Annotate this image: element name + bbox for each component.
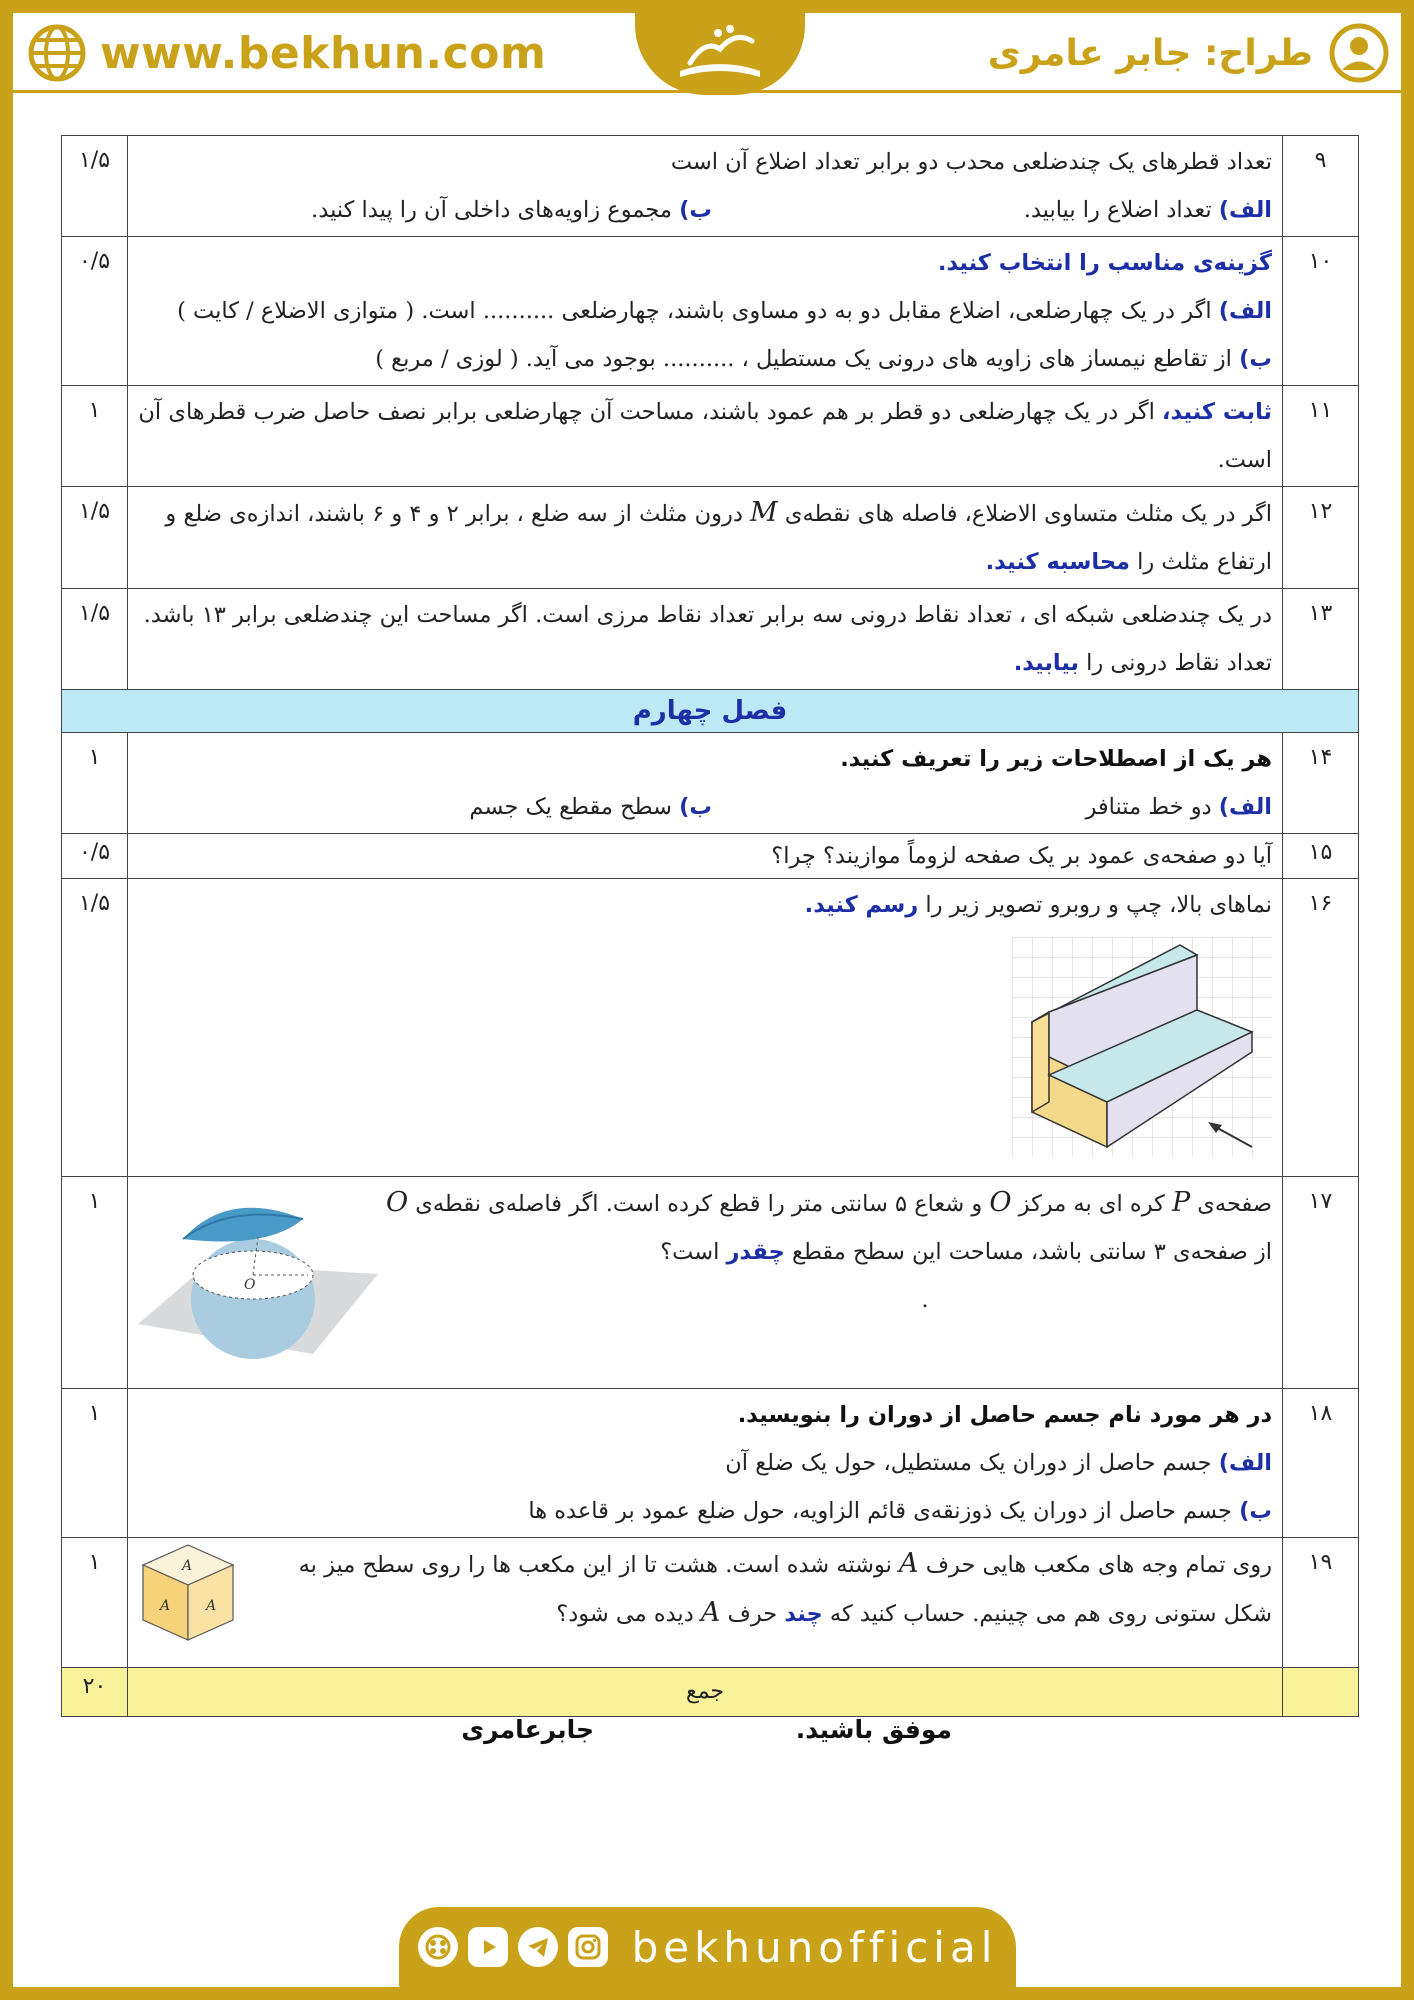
question-score: ۱/۵: [62, 589, 128, 690]
part-a-text: دو خط متنافر: [1085, 794, 1219, 820]
footer-signature: [0, 1715, 1414, 1755]
question-text: آیا دو صفحه‌ی عمود بر یک صفحه لزوماً موازیند؟ چرا؟: [771, 843, 1272, 869]
question-score: ۱/۵: [62, 879, 128, 1177]
globe-icon: [28, 24, 86, 82]
question-number: ۱۲: [1283, 487, 1359, 589]
question-text: تعداد قطرهای یک چندضلعی محدب دو برابر تعداد اضلاع آن است: [670, 149, 1272, 175]
question-row: [62, 879, 1359, 1177]
isometric-l-block-figure: [1012, 937, 1272, 1157]
brand-logo: [635, 13, 805, 95]
question-emphasis: چند: [784, 1601, 823, 1627]
question-number: ۱۳: [1283, 589, 1359, 690]
social-handle[interactable]: bekhunofficial: [631, 1922, 998, 1972]
question-text: کره ای به مرکز: [1011, 1191, 1172, 1217]
part-b-text: جسم حاصل از دوران یک ذوزنقه‌ی قائم الزاویه، حول ضلع عمود بر قاعده ها: [528, 1498, 1240, 1524]
total-score: ۲۰: [62, 1668, 128, 1717]
part-a-label: الف): [1218, 794, 1272, 820]
question-row: [62, 386, 1359, 487]
question-row: [62, 1177, 1359, 1389]
question-title: در هر مورد نام جسم حاصل از دوران را بنویسید.: [737, 1402, 1272, 1428]
question-number: ۱۹: [1283, 1538, 1359, 1668]
question-emphasis: رسم کنید.: [804, 892, 919, 918]
question-number: ۹: [1283, 136, 1359, 237]
designer-credit: [988, 21, 1389, 85]
cube-left-label: A: [160, 1598, 171, 1614]
part-a-text: جسم حاصل از دوران یک مستطیل، حول یک ضلع آن: [725, 1450, 1219, 1476]
social-bar: [399, 1907, 1016, 1987]
question-row: [62, 237, 1359, 386]
question-row: [62, 834, 1359, 879]
question-emphasis: بیابید.: [1013, 650, 1079, 676]
question-text: و شعاع ۵ سانتی متر را قطع کرده است. اگر فاصله‌ی نقطه‌ی: [408, 1191, 990, 1217]
total-row: [62, 1668, 1359, 1717]
question-title: گزینه‌ی مناسب را انتخاب کنید.: [937, 250, 1272, 276]
question-text: نوشته شده است. هشت تا از این مکعب ها را روی سطح میز به شکل ستونی روی هم می چینیم. حساب کنید که: [298, 1552, 1272, 1627]
answer-dot: .: [921, 1287, 929, 1313]
math-variable: O: [989, 1187, 1012, 1218]
part-a-label: الف): [1218, 197, 1272, 223]
question-number: ۱۸: [1283, 1389, 1359, 1538]
user-icon: [1329, 23, 1389, 83]
question-text: است؟: [660, 1239, 727, 1265]
aparat-icon[interactable]: [418, 1927, 458, 1967]
author-name: جابرعامری: [461, 1715, 594, 1744]
question-number: ۱۰: [1283, 237, 1359, 386]
question-text: در یک چندضلعی شبکه ای ، تعداد نقاط درونی سه برابر تعداد نقاط مرزی است. اگر مساحت این چندضلعی برابر ۱۳ باشد. تعداد نقاط درونی را: [143, 602, 1272, 676]
total-label: جمع: [128, 1668, 1283, 1717]
question-score: ۰/۵: [62, 834, 128, 879]
website-link[interactable]: [28, 21, 546, 85]
website-url: www.bekhun.com: [100, 27, 547, 79]
math-variable: M: [750, 497, 778, 528]
question-body: [128, 879, 1283, 1177]
question-text: اگر در یک مثلث متساوی الاضلاع، فاصله های نقطه‌ی: [777, 501, 1272, 527]
figure-center-label: O: [244, 1277, 256, 1293]
question-body: [128, 386, 1283, 487]
part-a-text: اگر در یک چهارضلعی، اضلاع مقابل دو به دو مساوی باشند، چهارضلعی .......... است. ( متوازی الاضلاع / کایت ): [177, 298, 1219, 324]
youtube-icon[interactable]: [468, 1927, 508, 1967]
question-body: [128, 487, 1283, 589]
book-logo-icon: [660, 19, 780, 89]
total-spacer: [1283, 1668, 1359, 1717]
question-score: ۱: [62, 1177, 128, 1389]
question-text: دیده می شود؟: [556, 1601, 701, 1627]
question-emphasis: چقدر: [726, 1239, 785, 1265]
part-b-label: ب): [679, 794, 712, 820]
part-b-text: سطح مقطع یک جسم: [469, 794, 680, 820]
question-text: روی تمام وجه های مکعب هایی حرف: [918, 1552, 1272, 1578]
question-row: [62, 1538, 1359, 1668]
question-title: هر یک از اصطلاحات زیر را تعریف کنید.: [840, 746, 1272, 772]
cube-figure: [138, 1540, 238, 1648]
chapter-row: [62, 690, 1359, 733]
question-score: ۱/۵: [62, 136, 128, 237]
question-body: [128, 1177, 1283, 1389]
designer-name: طراح: جابر عامری: [987, 32, 1313, 74]
question-row: [62, 589, 1359, 690]
question-row: [62, 733, 1359, 834]
question-body: [128, 733, 1283, 834]
part-a-text: تعداد اضلاع را بیابید.: [1023, 197, 1219, 223]
question-body: [128, 1389, 1283, 1538]
question-number: ۱۷: [1283, 1177, 1359, 1389]
question-body: [128, 834, 1283, 879]
question-score: ۱: [62, 386, 128, 487]
part-b-label: ب): [679, 197, 712, 223]
question-score: ۱: [62, 1538, 128, 1668]
header-bar: [13, 13, 1401, 93]
question-text: حرف: [720, 1601, 785, 1627]
question-body: [128, 589, 1283, 690]
question-number: ۱۱: [1283, 386, 1359, 487]
question-text: نماهای بالا، چپ و روبرو تصویر زیر را: [918, 892, 1272, 918]
telegram-icon[interactable]: [518, 1927, 558, 1967]
good-luck-text: موفق باشید.: [795, 1715, 952, 1744]
question-number: ۱۴: [1283, 733, 1359, 834]
question-text: اگر در یک چهارضلعی دو قطر بر هم عمود باشند، مساحت آن چهارضلعی برابر نصف حاصل ضرب قطرهای آن است.: [138, 399, 1272, 473]
question-row: [62, 136, 1359, 237]
question-score: ۱: [62, 733, 128, 834]
math-variable: A: [700, 1597, 721, 1628]
question-score: ۱: [62, 1389, 128, 1538]
part-a-label: الف): [1218, 298, 1272, 324]
math-variable: A: [899, 1548, 919, 1579]
question-emphasis: محاسبه کنید.: [985, 549, 1130, 575]
exam-table: [61, 135, 1359, 1717]
question-score: ۰/۵: [62, 237, 128, 386]
question-row: [62, 487, 1359, 589]
part-b-label: ب): [1239, 1498, 1272, 1524]
math-variable: P: [1171, 1187, 1191, 1218]
math-variable: O: [385, 1187, 409, 1218]
part-b-label: ب): [1239, 346, 1272, 372]
instagram-icon[interactable]: [568, 1927, 608, 1967]
question-lead: ثابت کنید،: [1162, 399, 1272, 425]
question-row: [62, 1389, 1359, 1538]
question-score: ۱/۵: [62, 487, 128, 589]
part-a-label: الف): [1218, 1450, 1272, 1476]
question-number: ۱۵: [1283, 834, 1359, 879]
sphere-plane-figure: [138, 1179, 378, 1369]
question-text: صفحه‌ی: [1190, 1191, 1272, 1217]
question-number: ۱۶: [1283, 879, 1359, 1177]
part-b-text: از تقاطع نیمساز های زاویه های درونی یک مستطیل ، .......... بوجود می آید. ( لوزی / مربع ): [375, 346, 1240, 372]
question-body: [128, 136, 1283, 237]
question-body: [128, 1538, 1283, 1668]
chapter-title: فصل چهارم: [62, 690, 1359, 733]
question-text: درون مثلث از سه ضلع ، برابر ۲ و ۴ و ۶ باشند، اندازه‌ی ضلع و ارتفاع مثلث را: [165, 501, 1272, 575]
cube-right-label: A: [206, 1598, 217, 1614]
part-b-text: مجموع زاویه‌های داخلی آن را پیدا کنید.: [311, 197, 680, 223]
question-text: از صفحه‌ی ۳ سانتی باشد، مساحت این سطح مقطع: [784, 1239, 1272, 1265]
cube-top-label: A: [182, 1558, 193, 1574]
question-body: [128, 237, 1283, 386]
